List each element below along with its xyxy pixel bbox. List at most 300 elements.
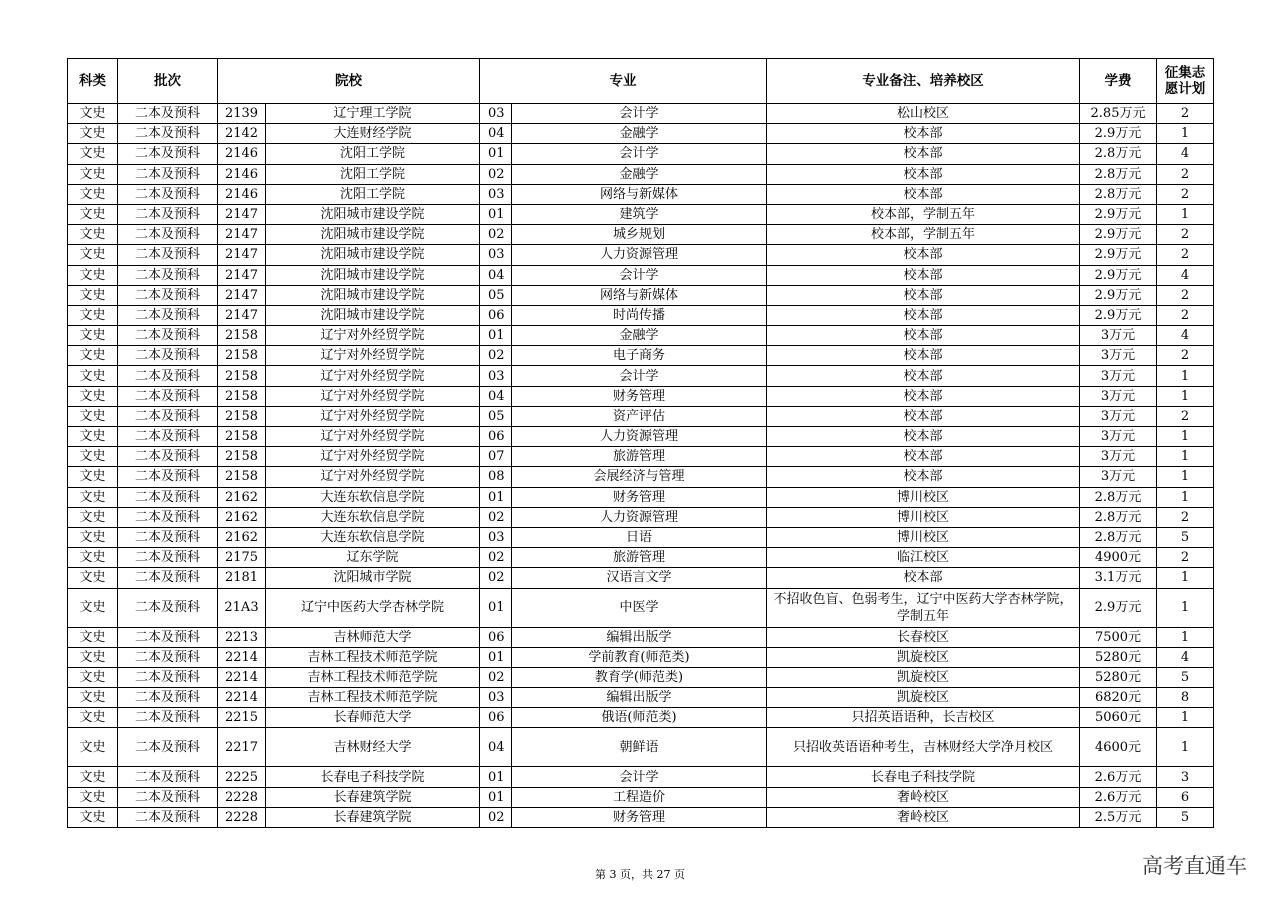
cell-major-code: 04 [480, 124, 512, 144]
cell-notes-campus: 只招收英语语种考生，吉林财经大学净月校区 [767, 728, 1080, 767]
cell-major-code: 05 [480, 285, 512, 305]
cell-batch: 二本及预科 [118, 285, 218, 305]
cell-major-code: 02 [480, 507, 512, 527]
cell-plan-count: 2 [1157, 406, 1214, 426]
table-row [68, 667, 1214, 687]
cell-subject-type: 文史 [68, 285, 118, 305]
cell-notes-campus: 校本部，学制五年 [767, 204, 1080, 224]
header-school: 院校 [218, 59, 480, 104]
cell-notes-campus: 临江校区 [767, 548, 1080, 568]
cell-major-code: 02 [480, 225, 512, 245]
cell-tuition: 2.9万元 [1080, 285, 1157, 305]
cell-subject-type: 文史 [68, 487, 118, 507]
cell-batch: 二本及预科 [118, 708, 218, 728]
cell-plan-count: 4 [1157, 326, 1214, 346]
cell-subject-type: 文史 [68, 588, 118, 627]
cell-tuition: 3.1万元 [1080, 568, 1157, 588]
cell-batch: 二本及预科 [118, 548, 218, 568]
cell-major-code: 05 [480, 406, 512, 426]
cell-major-code: 03 [480, 688, 512, 708]
cell-plan-count: 2 [1157, 285, 1214, 305]
cell-subject-type: 文史 [68, 366, 118, 386]
cell-batch: 二本及预科 [118, 588, 218, 627]
cell-batch: 二本及预科 [118, 527, 218, 547]
cell-notes-campus: 校本部 [767, 285, 1080, 305]
cell-school-code: 2213 [218, 627, 266, 647]
cell-school-code: 2217 [218, 728, 266, 767]
cell-major-code: 04 [480, 386, 512, 406]
table-row [68, 104, 1214, 124]
cell-subject-type: 文史 [68, 807, 118, 827]
cell-school-name: 辽宁对外经贸学院 [266, 346, 480, 366]
cell-batch: 二本及预科 [118, 647, 218, 667]
cell-plan-count: 1 [1157, 487, 1214, 507]
table-row [68, 787, 1214, 807]
cell-major-name: 财务管理 [512, 386, 767, 406]
cell-major-code: 02 [480, 667, 512, 687]
cell-subject-type: 文史 [68, 305, 118, 325]
cell-school-name: 辽宁对外经贸学院 [266, 386, 480, 406]
cell-subject-type: 文史 [68, 708, 118, 728]
cell-notes-campus: 校本部 [767, 447, 1080, 467]
cell-school-code: 2158 [218, 447, 266, 467]
cell-major-name: 会展经济与管理 [512, 467, 767, 487]
cell-school-code: 2146 [218, 164, 266, 184]
table-row [68, 386, 1214, 406]
cell-subject-type: 文史 [68, 627, 118, 647]
cell-plan-count: 1 [1157, 588, 1214, 627]
cell-batch: 二本及预科 [118, 245, 218, 265]
cell-batch: 二本及预科 [118, 507, 218, 527]
cell-school-name: 沈阳城市建设学院 [266, 285, 480, 305]
cell-subject-type: 文史 [68, 667, 118, 687]
table-row [68, 164, 1214, 184]
cell-batch: 二本及预科 [118, 467, 218, 487]
cell-notes-campus: 长春电子科技学院 [767, 767, 1080, 787]
cell-subject-type: 文史 [68, 688, 118, 708]
cell-major-code: 07 [480, 447, 512, 467]
cell-school-name: 沈阳城市建设学院 [266, 204, 480, 224]
table-row [68, 285, 1214, 305]
cell-major-code: 01 [480, 767, 512, 787]
cell-tuition: 3万元 [1080, 406, 1157, 426]
cell-subject-type: 文史 [68, 144, 118, 164]
cell-school-name: 辽宁对外经贸学院 [266, 326, 480, 346]
cell-plan-count: 1 [1157, 124, 1214, 144]
cell-plan-count: 4 [1157, 265, 1214, 285]
cell-notes-campus: 校本部 [767, 245, 1080, 265]
cell-major-name: 时尚传播 [512, 305, 767, 325]
cell-subject-type: 文史 [68, 225, 118, 245]
cell-major-code: 03 [480, 366, 512, 386]
cell-subject-type: 文史 [68, 507, 118, 527]
cell-major-name: 汉语言文学 [512, 568, 767, 588]
cell-school-code: 2146 [218, 184, 266, 204]
cell-major-name: 工程造价 [512, 787, 767, 807]
cell-school-code: 2146 [218, 144, 266, 164]
cell-subject-type: 文史 [68, 346, 118, 366]
cell-tuition: 3万元 [1080, 467, 1157, 487]
cell-notes-campus: 校本部，学制五年 [767, 225, 1080, 245]
cell-school-name: 辽宁对外经贸学院 [266, 467, 480, 487]
cell-tuition: 2.9万元 [1080, 245, 1157, 265]
cell-subject-type: 文史 [68, 647, 118, 667]
cell-school-name: 辽宁对外经贸学院 [266, 447, 480, 467]
cell-tuition: 2.6万元 [1080, 787, 1157, 807]
cell-plan-count: 1 [1157, 427, 1214, 447]
cell-tuition: 2.9万元 [1080, 265, 1157, 285]
table-row [68, 647, 1214, 667]
cell-batch: 二本及预科 [118, 728, 218, 767]
cell-school-code: 2158 [218, 467, 266, 487]
cell-subject-type: 文史 [68, 568, 118, 588]
cell-major-code: 01 [480, 787, 512, 807]
table-row [68, 245, 1214, 265]
cell-major-name: 金融学 [512, 164, 767, 184]
watermark: 高考直通车 [1142, 854, 1247, 878]
cell-school-code: 2162 [218, 487, 266, 507]
cell-batch: 二本及预科 [118, 667, 218, 687]
table-body [68, 104, 1214, 828]
cell-major-name: 人力资源管理 [512, 245, 767, 265]
cell-major-name: 旅游管理 [512, 447, 767, 467]
cell-major-name: 中医学 [512, 588, 767, 627]
cell-notes-campus: 只招英语语种，长吉校区 [767, 708, 1080, 728]
cell-school-name: 辽宁理工学院 [266, 104, 480, 124]
cell-major-name: 学前教育(师范类) [512, 647, 767, 667]
cell-plan-count: 1 [1157, 467, 1214, 487]
cell-subject-type: 文史 [68, 124, 118, 144]
cell-plan-count: 5 [1157, 667, 1214, 687]
cell-major-name: 电子商务 [512, 346, 767, 366]
cell-tuition: 3万元 [1080, 447, 1157, 467]
cell-subject-type: 文史 [68, 467, 118, 487]
cell-school-name: 沈阳城市建设学院 [266, 305, 480, 325]
cell-batch: 二本及预科 [118, 406, 218, 426]
cell-major-name: 朝鲜语 [512, 728, 767, 767]
cell-notes-campus: 校本部 [767, 366, 1080, 386]
cell-batch: 二本及预科 [118, 787, 218, 807]
cell-notes-campus: 凯旋校区 [767, 667, 1080, 687]
cell-major-code: 02 [480, 807, 512, 827]
cell-school-name: 长春师范大学 [266, 708, 480, 728]
cell-school-name: 沈阳工学院 [266, 144, 480, 164]
table-row [68, 265, 1214, 285]
cell-school-name: 沈阳城市建设学院 [266, 265, 480, 285]
cell-notes-campus: 校本部 [767, 346, 1080, 366]
cell-batch: 二本及预科 [118, 346, 218, 366]
page-footer: 第 3 页，共 27 页 [595, 868, 685, 881]
cell-major-name: 编辑出版学 [512, 688, 767, 708]
table-row [68, 467, 1214, 487]
cell-plan-count: 4 [1157, 144, 1214, 164]
cell-major-code: 02 [480, 548, 512, 568]
cell-major-code: 01 [480, 588, 512, 627]
cell-batch: 二本及预科 [118, 144, 218, 164]
table-row [68, 807, 1214, 827]
cell-major-code: 02 [480, 568, 512, 588]
cell-school-name: 长春电子科技学院 [266, 767, 480, 787]
cell-tuition: 2.8万元 [1080, 164, 1157, 184]
table-row [68, 326, 1214, 346]
cell-major-name: 建筑学 [512, 204, 767, 224]
cell-school-code: 2147 [218, 204, 266, 224]
cell-major-code: 02 [480, 346, 512, 366]
cell-tuition: 2.9万元 [1080, 225, 1157, 245]
cell-subject-type: 文史 [68, 204, 118, 224]
cell-tuition: 2.9万元 [1080, 204, 1157, 224]
header-notes-campus: 专业备注、培养校区 [767, 59, 1080, 104]
cell-school-code: 2225 [218, 767, 266, 787]
cell-major-name: 资产评估 [512, 406, 767, 426]
table-row [68, 144, 1214, 164]
cell-school-name: 辽宁对外经贸学院 [266, 406, 480, 426]
cell-plan-count: 2 [1157, 346, 1214, 366]
cell-school-name: 吉林工程技术师范学院 [266, 667, 480, 687]
cell-major-code: 01 [480, 144, 512, 164]
cell-school-name: 沈阳工学院 [266, 184, 480, 204]
cell-subject-type: 文史 [68, 265, 118, 285]
cell-notes-campus: 校本部 [767, 305, 1080, 325]
cell-plan-count: 2 [1157, 507, 1214, 527]
cell-school-name: 沈阳城市建设学院 [266, 225, 480, 245]
header-row [68, 59, 1214, 104]
cell-school-code: 2158 [218, 346, 266, 366]
cell-major-code: 02 [480, 164, 512, 184]
cell-subject-type: 文史 [68, 245, 118, 265]
cell-major-name: 会计学 [512, 366, 767, 386]
cell-notes-campus: 博川校区 [767, 527, 1080, 547]
cell-notes-campus: 长春校区 [767, 627, 1080, 647]
cell-school-code: 2181 [218, 568, 266, 588]
enrollment-table [67, 58, 1214, 828]
cell-major-name: 旅游管理 [512, 548, 767, 568]
cell-batch: 二本及预科 [118, 366, 218, 386]
cell-notes-campus: 校本部 [767, 184, 1080, 204]
cell-subject-type: 文史 [68, 406, 118, 426]
cell-plan-count: 5 [1157, 807, 1214, 827]
cell-batch: 二本及预科 [118, 627, 218, 647]
cell-plan-count: 2 [1157, 164, 1214, 184]
cell-notes-campus: 校本部 [767, 124, 1080, 144]
cell-major-code: 03 [480, 527, 512, 547]
cell-notes-campus: 凯旋校区 [767, 647, 1080, 667]
table-row [68, 447, 1214, 467]
cell-school-code: 2158 [218, 386, 266, 406]
cell-batch: 二本及预科 [118, 184, 218, 204]
cell-plan-count: 1 [1157, 728, 1214, 767]
table-row [68, 728, 1214, 767]
cell-major-code: 04 [480, 728, 512, 767]
cell-school-code: 2158 [218, 366, 266, 386]
cell-school-code: 2228 [218, 787, 266, 807]
cell-school-name: 辽东学院 [266, 548, 480, 568]
cell-school-name: 长春建筑学院 [266, 787, 480, 807]
cell-major-name: 金融学 [512, 326, 767, 346]
cell-major-code: 03 [480, 184, 512, 204]
cell-plan-count: 1 [1157, 447, 1214, 467]
cell-school-code: 2215 [218, 708, 266, 728]
cell-plan-count: 2 [1157, 548, 1214, 568]
cell-batch: 二本及预科 [118, 225, 218, 245]
cell-notes-campus: 奢岭校区 [767, 787, 1080, 807]
cell-batch: 二本及预科 [118, 305, 218, 325]
cell-school-code: 2147 [218, 265, 266, 285]
cell-tuition: 7500元 [1080, 627, 1157, 647]
cell-batch: 二本及预科 [118, 124, 218, 144]
cell-notes-campus: 校本部 [767, 326, 1080, 346]
cell-plan-count: 2 [1157, 305, 1214, 325]
cell-subject-type: 文史 [68, 104, 118, 124]
cell-school-code: 2214 [218, 667, 266, 687]
cell-major-name: 人力资源管理 [512, 507, 767, 527]
cell-school-name: 大连东软信息学院 [266, 487, 480, 507]
cell-plan-count: 1 [1157, 627, 1214, 647]
cell-school-code: 2175 [218, 548, 266, 568]
cell-subject-type: 文史 [68, 386, 118, 406]
cell-subject-type: 文史 [68, 427, 118, 447]
cell-major-name: 网络与新媒体 [512, 285, 767, 305]
cell-tuition: 2.9万元 [1080, 305, 1157, 325]
cell-major-name: 会计学 [512, 104, 767, 124]
cell-major-code: 06 [480, 427, 512, 447]
cell-batch: 二本及预科 [118, 688, 218, 708]
cell-tuition: 2.5万元 [1080, 807, 1157, 827]
cell-major-code: 01 [480, 326, 512, 346]
cell-tuition: 6820元 [1080, 688, 1157, 708]
cell-major-code: 06 [480, 708, 512, 728]
cell-subject-type: 文史 [68, 447, 118, 467]
cell-major-name: 金融学 [512, 124, 767, 144]
table-row [68, 708, 1214, 728]
cell-tuition: 2.8万元 [1080, 487, 1157, 507]
cell-plan-count: 2 [1157, 245, 1214, 265]
cell-plan-count: 1 [1157, 366, 1214, 386]
cell-tuition: 3万元 [1080, 386, 1157, 406]
table-row [68, 548, 1214, 568]
cell-batch: 二本及预科 [118, 204, 218, 224]
cell-notes-campus: 校本部 [767, 568, 1080, 588]
cell-notes-campus: 校本部 [767, 386, 1080, 406]
cell-batch: 二本及预科 [118, 568, 218, 588]
cell-tuition: 4600元 [1080, 728, 1157, 767]
cell-tuition: 5280元 [1080, 647, 1157, 667]
cell-batch: 二本及预科 [118, 326, 218, 346]
cell-tuition: 2.9万元 [1080, 124, 1157, 144]
cell-major-name: 财务管理 [512, 807, 767, 827]
cell-subject-type: 文史 [68, 326, 118, 346]
cell-notes-campus: 奢岭校区 [767, 807, 1080, 827]
cell-major-name: 日语 [512, 527, 767, 547]
table-row [68, 366, 1214, 386]
cell-plan-count: 1 [1157, 204, 1214, 224]
cell-notes-campus: 校本部 [767, 265, 1080, 285]
cell-notes-campus: 校本部 [767, 406, 1080, 426]
cell-tuition: 2.8万元 [1080, 527, 1157, 547]
cell-school-code: 2214 [218, 647, 266, 667]
cell-batch: 二本及预科 [118, 265, 218, 285]
cell-school-name: 大连财经学院 [266, 124, 480, 144]
cell-batch: 二本及预科 [118, 427, 218, 447]
cell-batch: 二本及预科 [118, 487, 218, 507]
cell-notes-campus: 校本部 [767, 144, 1080, 164]
cell-school-name: 大连东软信息学院 [266, 527, 480, 547]
cell-plan-count: 1 [1157, 568, 1214, 588]
cell-major-code: 04 [480, 265, 512, 285]
cell-major-name: 编辑出版学 [512, 627, 767, 647]
cell-batch: 二本及预科 [118, 767, 218, 787]
cell-major-code: 03 [480, 245, 512, 265]
table-row [68, 427, 1214, 447]
table-row [68, 184, 1214, 204]
cell-tuition: 2.85万元 [1080, 104, 1157, 124]
cell-school-code: 2214 [218, 688, 266, 708]
cell-major-code: 01 [480, 204, 512, 224]
cell-plan-count: 2 [1157, 104, 1214, 124]
cell-school-name: 沈阳城市学院 [266, 568, 480, 588]
cell-major-name: 俄语(师范类) [512, 708, 767, 728]
cell-notes-campus: 博川校区 [767, 487, 1080, 507]
cell-batch: 二本及预科 [118, 164, 218, 184]
cell-school-name: 长春建筑学院 [266, 807, 480, 827]
cell-school-name: 吉林工程技术师范学院 [266, 688, 480, 708]
cell-tuition: 5280元 [1080, 667, 1157, 687]
cell-notes-campus: 博川校区 [767, 507, 1080, 527]
table-row [68, 627, 1214, 647]
cell-school-code: 2162 [218, 527, 266, 547]
cell-school-code: 2147 [218, 225, 266, 245]
cell-batch: 二本及预科 [118, 104, 218, 124]
table-row [68, 588, 1214, 627]
cell-tuition: 5060元 [1080, 708, 1157, 728]
table-row [68, 767, 1214, 787]
cell-school-name: 辽宁中医药大学杏林学院 [266, 588, 480, 627]
cell-plan-count: 2 [1157, 225, 1214, 245]
cell-school-code: 2142 [218, 124, 266, 144]
cell-school-name: 吉林工程技术师范学院 [266, 647, 480, 667]
table-row [68, 124, 1214, 144]
cell-school-code: 21A3 [218, 588, 266, 627]
cell-tuition: 2.8万元 [1080, 144, 1157, 164]
cell-major-name: 会计学 [512, 144, 767, 164]
cell-tuition: 2.8万元 [1080, 507, 1157, 527]
cell-plan-count: 2 [1157, 184, 1214, 204]
table-row [68, 204, 1214, 224]
cell-tuition: 2.8万元 [1080, 184, 1157, 204]
cell-school-code: 2147 [218, 285, 266, 305]
cell-school-name: 沈阳工学院 [266, 164, 480, 184]
cell-subject-type: 文史 [68, 728, 118, 767]
cell-subject-type: 文史 [68, 787, 118, 807]
cell-subject-type: 文史 [68, 164, 118, 184]
cell-plan-count: 1 [1157, 708, 1214, 728]
cell-school-name: 吉林财经大学 [266, 728, 480, 767]
cell-batch: 二本及预科 [118, 386, 218, 406]
cell-subject-type: 文史 [68, 184, 118, 204]
header-plan: 征集志愿计划 [1157, 59, 1214, 104]
cell-school-code: 2147 [218, 305, 266, 325]
cell-major-name: 城乡规划 [512, 225, 767, 245]
cell-tuition: 2.9万元 [1080, 588, 1157, 627]
cell-notes-campus: 校本部 [767, 467, 1080, 487]
cell-school-code: 2158 [218, 326, 266, 346]
cell-tuition: 3万元 [1080, 366, 1157, 386]
cell-school-name: 辽宁对外经贸学院 [266, 366, 480, 386]
cell-school-name: 吉林师范大学 [266, 627, 480, 647]
table-row [68, 487, 1214, 507]
cell-batch: 二本及预科 [118, 807, 218, 827]
cell-major-code: 08 [480, 467, 512, 487]
